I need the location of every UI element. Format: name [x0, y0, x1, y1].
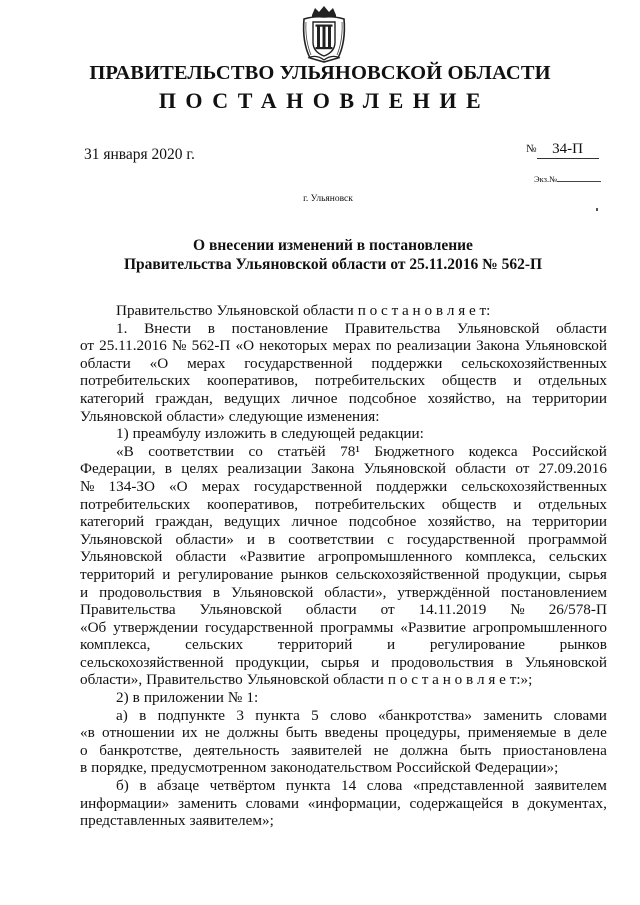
body-word: 5	[311, 706, 319, 724]
body-word: от	[515, 460, 530, 478]
body-word: деле	[578, 724, 607, 742]
scan-speck	[596, 208, 598, 211]
body-word: четвёртом	[209, 777, 276, 795]
body-word: государственной	[244, 354, 353, 372]
body-word: «В	[116, 442, 134, 460]
body-word: 1.	[116, 319, 128, 337]
body-word: редакции:	[359, 425, 424, 443]
body-line	[80, 372, 607, 390]
body-word: области»	[175, 530, 234, 548]
body-word: программы	[320, 618, 394, 636]
body-word: утверждении	[113, 618, 199, 636]
body-word: рынков	[559, 636, 607, 654]
body-word: и	[80, 583, 89, 601]
body-word: банкротстве,	[99, 741, 183, 759]
body-word: территории	[532, 513, 607, 531]
body-line	[80, 619, 607, 637]
body-word: постановлением	[500, 583, 607, 601]
document-type: ПОСТАНОВЛЕНИЕ	[158, 88, 491, 113]
copy-label: Экз.№	[534, 174, 558, 184]
body-word: кооперативов,	[207, 372, 299, 390]
body-word: в	[563, 724, 571, 742]
body-line	[80, 777, 607, 795]
body-word: быть	[459, 741, 492, 759]
body-word: Ульяновской	[246, 671, 330, 689]
body-word: кодекса	[468, 442, 518, 460]
body-word: ведущих	[223, 389, 281, 407]
body-word: обществ	[441, 495, 497, 513]
body-word: заявителей	[291, 741, 362, 759]
body-word: и	[371, 653, 380, 671]
body-word: в	[270, 425, 278, 443]
body-word: подсобное	[348, 389, 417, 407]
body-line	[80, 671, 607, 689]
document-number-row	[526, 140, 599, 158]
body-word: Ульяновской	[230, 583, 314, 601]
body-word: Внести	[144, 319, 191, 337]
body-word: ведущих	[223, 513, 281, 531]
body-word: не	[204, 724, 220, 742]
body-word: Правительство	[146, 671, 243, 689]
body-word: сельскохозяйственной	[335, 565, 480, 583]
body-word: «О	[168, 477, 188, 495]
body-word: Ульяновской	[524, 653, 607, 671]
body-word: в	[207, 319, 215, 337]
body-word: области	[455, 460, 507, 478]
body-word: введены	[324, 724, 379, 742]
body-word: продукции,	[487, 565, 561, 583]
body-word: статьёй	[277, 442, 326, 460]
body-word: в	[212, 583, 221, 601]
body-word: с	[387, 530, 394, 548]
body-line	[80, 443, 607, 461]
body-word: личное	[291, 389, 338, 407]
body-word: рынков	[280, 565, 329, 583]
body-word: словами	[553, 706, 607, 724]
body-word: 25.11.2016	[99, 337, 167, 355]
body-word: 27.09.2016	[538, 460, 607, 478]
body-word: государственной	[406, 530, 516, 548]
body-word: сырья	[568, 565, 607, 583]
body-line	[80, 759, 607, 777]
body-word: «в	[80, 724, 95, 742]
body-word: законодательством	[270, 759, 392, 777]
body-word: на	[506, 389, 522, 407]
body-word: в	[139, 706, 147, 724]
body-line	[80, 513, 607, 531]
body-word: отдельных	[538, 495, 607, 513]
body-word: Федерации,	[80, 460, 156, 478]
body-word: Правительство	[116, 302, 213, 319]
body-line	[80, 355, 607, 373]
body-word: хозяйство,	[427, 389, 496, 407]
body-word: порядке,	[91, 759, 147, 777]
body-word: продукции,	[235, 653, 310, 671]
body-word: быть	[285, 724, 318, 742]
body-word: словами	[245, 794, 300, 812]
body-word: потребительских	[80, 495, 191, 513]
body-word: слово	[330, 706, 367, 724]
body-word: от	[380, 601, 395, 619]
body-word: Ульяновской	[80, 530, 163, 548]
body-line	[80, 460, 607, 478]
body-word: «Об	[80, 618, 107, 636]
body-word: в	[164, 460, 172, 478]
body-word: Правительства	[80, 601, 176, 619]
body-word: 1)	[116, 425, 129, 443]
body-word: области»,	[80, 671, 143, 689]
authority-title: ПРАВИТЕЛЬСТВО УЛЬЯНОВСКОЙ ОБЛАСТИ	[89, 62, 551, 84]
body-word: 14	[340, 777, 357, 795]
body-word: преамбулу	[132, 425, 201, 443]
body-word: должна	[400, 741, 449, 759]
body-word: №	[510, 601, 525, 619]
body-word: процедуры,	[385, 724, 461, 742]
document-subject	[0, 236, 640, 274]
body-word: Ульяновской	[524, 337, 607, 355]
copy-number-row	[534, 174, 601, 184]
body-word: в	[511, 794, 519, 812]
body-word: следующей	[281, 425, 356, 443]
body-word: обществ	[441, 372, 497, 390]
body-line	[80, 636, 607, 654]
body-word: б)	[116, 777, 129, 795]
body-word: и	[387, 636, 396, 654]
body-word: кооперативов,	[207, 495, 299, 513]
body-word: заявителем»;	[189, 812, 274, 830]
body-word: поддержки	[371, 354, 443, 372]
body-word: «представленной	[412, 777, 525, 795]
body-word: о	[80, 741, 88, 759]
body-word: 562-П	[191, 337, 231, 355]
body-word: «О	[149, 354, 169, 372]
body-word: и	[162, 565, 171, 583]
body-word: и	[513, 495, 522, 513]
body-word: по	[375, 337, 392, 355]
body-word: №	[172, 337, 187, 355]
body-word: в	[132, 689, 140, 707]
body-word: «Развитие	[239, 548, 305, 566]
body-line	[80, 707, 607, 725]
body-word: реализации	[396, 337, 471, 355]
body-line	[80, 742, 607, 760]
body-word: мерах	[187, 354, 226, 372]
body-word: 134-ЗО	[108, 477, 155, 495]
body-line	[80, 496, 607, 514]
body-word: на	[506, 513, 522, 531]
body-word: «Развитие	[400, 618, 466, 636]
body-word: территорий	[80, 565, 155, 583]
body-word: государственной	[253, 477, 363, 495]
body-word: Ульяновской	[457, 319, 540, 337]
body-word: подпункте	[157, 706, 226, 724]
body-line	[80, 601, 607, 619]
body-word: Бюджетного	[374, 442, 455, 460]
body-line	[80, 548, 607, 566]
body-word: целях	[181, 460, 219, 478]
body-word: территории	[532, 389, 607, 407]
body-word: области	[556, 319, 607, 337]
body-word: представленных	[80, 812, 186, 830]
body-word: соответствии	[288, 530, 375, 548]
body-line	[80, 302, 607, 320]
body-word: «банкротства»	[377, 706, 473, 724]
body-word: потребительских	[80, 372, 191, 390]
body-word: не	[373, 741, 389, 759]
body-word: слова	[366, 777, 403, 795]
body-word: потребительских	[314, 495, 426, 513]
body-word: 3	[236, 706, 244, 724]
body-word: и	[246, 530, 255, 548]
body-line	[80, 584, 607, 602]
body-line	[80, 320, 607, 338]
body-word: приостановлена	[502, 741, 607, 759]
body-word: области»,	[324, 583, 387, 601]
copy-number-line	[557, 174, 601, 182]
body-word: продовольствия	[99, 583, 202, 601]
body-word: их	[181, 724, 198, 742]
body-word: от	[80, 337, 95, 355]
subject-line: О внесении изменений в постановление	[193, 237, 473, 254]
body-word: пункта	[285, 777, 331, 795]
body-word: п о с т а н о в л я е т:»;	[387, 671, 533, 689]
body-word: в	[268, 530, 276, 548]
body-word: Закона	[476, 337, 520, 355]
body-word: потребительских	[314, 372, 426, 390]
body-word: №	[80, 477, 95, 495]
body-word: Ульяновской	[216, 302, 299, 319]
body-word: утверждённой	[397, 583, 490, 601]
body-word: области	[333, 671, 384, 689]
body-word: Российской	[395, 759, 471, 777]
body-word: «информации,	[307, 794, 401, 812]
body-word: Ульяновской	[80, 548, 163, 566]
body-word: 14.11.2019	[418, 601, 487, 619]
document-date: 31 января 2020 г.	[84, 146, 195, 163]
body-word: сельскохозяйственных	[461, 354, 607, 372]
body-word: абзаце	[157, 777, 200, 795]
body-word: применяемые	[467, 724, 557, 742]
body-word: 2)	[116, 689, 129, 707]
body-word: комплекса,	[80, 636, 151, 654]
body-word: должны	[227, 724, 279, 742]
body-word: Ульяновской	[80, 407, 163, 425]
body-word: Правительства	[344, 319, 441, 337]
body-word: 78¹	[340, 442, 360, 460]
body-word: деятельность	[193, 741, 280, 759]
body-word: Закона	[310, 460, 355, 478]
body-line	[80, 795, 607, 813]
body-word: со	[248, 442, 263, 460]
body-word: сырья	[320, 653, 360, 671]
body-line	[80, 337, 607, 355]
body-word: области»	[166, 407, 225, 425]
body-word: подсобное	[348, 513, 417, 531]
body-word: изложить	[204, 425, 267, 443]
body-word: сельских	[548, 548, 607, 566]
body-word: Ульяновской	[199, 601, 282, 619]
body-word: личное	[291, 513, 338, 531]
body-word: хозяйство,	[427, 513, 496, 531]
body-word: поддержки	[376, 477, 448, 495]
subject-line: Правительства Ульяновской области от 25.11.2016 № 562-П	[123, 256, 543, 273]
body-line	[80, 425, 607, 443]
body-word: в	[505, 653, 513, 671]
body-word: следующие	[228, 407, 303, 425]
body-word: содержащейся	[409, 794, 504, 812]
body-word: регулирование	[178, 565, 274, 583]
body-word: в	[139, 777, 147, 795]
body-word: соответствии	[148, 442, 235, 460]
body-line	[80, 812, 607, 830]
body-word: области	[302, 302, 354, 319]
body-word: мерах	[332, 337, 371, 355]
body-word: а)	[116, 706, 128, 724]
body-word: области	[175, 548, 227, 566]
body-word: изменения:	[306, 407, 380, 425]
body-word: сельскохозяйственных	[461, 477, 607, 495]
body-word: приложении	[143, 689, 224, 707]
body-word: «О	[235, 337, 255, 355]
document-number: 34-П	[537, 141, 599, 159]
body-line	[80, 566, 607, 584]
body-word: Федерации»;	[474, 759, 559, 777]
body-word: предусмотренном	[150, 759, 267, 777]
body-word: заменить	[178, 794, 237, 812]
body-word: информации»	[80, 794, 170, 812]
body-word: 1:	[246, 689, 259, 707]
body-word: документах,	[527, 794, 607, 812]
body-word: отношении	[102, 724, 175, 742]
body-word: заявителем	[534, 777, 607, 795]
body-word: граждан,	[155, 513, 213, 531]
body-word: области	[305, 601, 357, 619]
body-word: в	[80, 759, 88, 777]
body-word: реализации	[227, 460, 302, 478]
body-word: отдельных	[538, 372, 607, 390]
coat-of-arms-icon	[298, 4, 350, 64]
body-word: сельских	[185, 636, 244, 654]
body-word: продовольствия	[391, 653, 494, 671]
body-line	[80, 654, 607, 672]
body-word: комплекса,	[465, 548, 536, 566]
body-line	[80, 390, 607, 408]
body-word: регулирование	[429, 636, 525, 654]
number-label: №	[526, 143, 537, 155]
body-line	[80, 408, 607, 426]
body-word: №	[227, 689, 243, 707]
body-word: Российской	[532, 442, 607, 460]
body-word: государственной	[204, 618, 314, 636]
body-word: категорий	[80, 389, 145, 407]
document-city: г. Ульяновск	[303, 194, 353, 204]
body-word: области	[80, 354, 131, 372]
body-word: и	[513, 372, 522, 390]
body-word: 26/578-П	[548, 601, 607, 619]
document-body	[80, 302, 607, 830]
body-word: Ульяновской	[363, 460, 447, 478]
body-word: постановление	[231, 319, 329, 337]
body-line	[80, 724, 607, 742]
body-word: пункта	[255, 706, 300, 724]
body-word: некоторых	[259, 337, 328, 355]
body-word: сельскохозяйственной	[80, 653, 224, 671]
body-word: территорий	[277, 636, 353, 654]
body-word: заменить	[483, 706, 543, 724]
body-line	[80, 531, 607, 549]
body-word: агропромышленного	[472, 618, 607, 636]
body-line	[80, 478, 607, 496]
body-word: п о с т а н о в л я е т:	[357, 302, 491, 319]
body-word: граждан,	[155, 389, 213, 407]
body-word: категорий	[80, 513, 145, 531]
body-word: агропромышленного	[318, 548, 453, 566]
body-line	[80, 689, 607, 707]
body-word: мерах	[201, 477, 240, 495]
body-word: программой	[528, 530, 607, 548]
